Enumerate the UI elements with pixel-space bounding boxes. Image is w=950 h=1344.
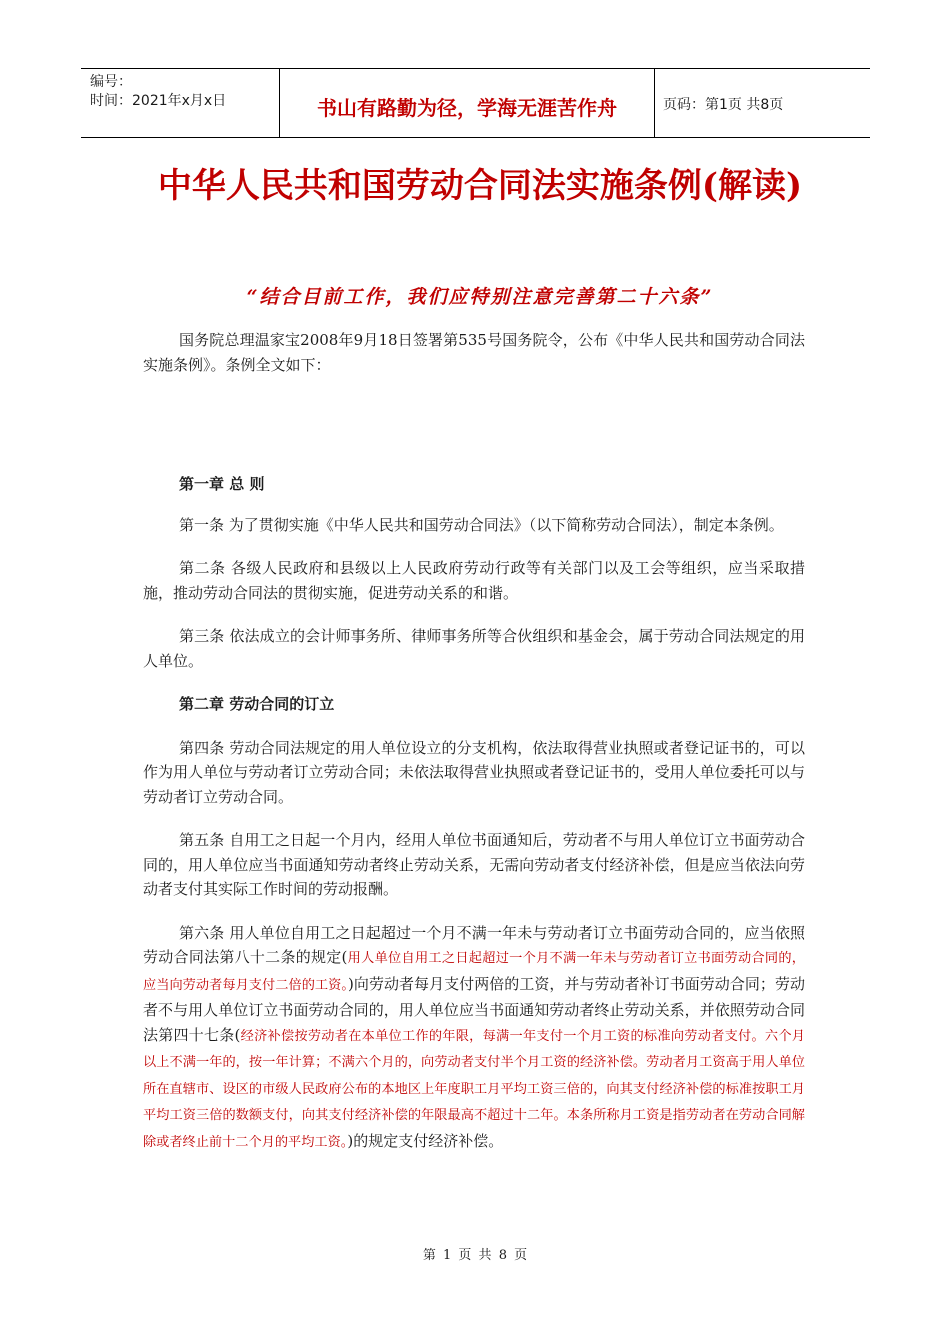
spacer bbox=[143, 377, 805, 472]
article-paragraph bbox=[143, 921, 805, 1156]
header-meta-cell bbox=[81, 69, 279, 137]
document-title: 中华人民共和国劳动合同法实施条例(解读) bbox=[157, 166, 803, 206]
article-paragraph: 第三条 依法成立的会计师事务所、律师事务所等合伙组织和基金会，属于劳动合同法规定的用人单位。 bbox=[143, 627, 805, 670]
page-info: 页码：第1页 共8页 bbox=[663, 97, 784, 113]
chapter-heading: 第一章 总 则 bbox=[179, 475, 265, 493]
header-motto-cell bbox=[279, 69, 655, 137]
chapter-heading: 第二章 劳动合同的订立 bbox=[179, 695, 335, 713]
time-label: 时间：2021年x月x日 bbox=[90, 93, 227, 109]
article-paragraph: 第四条 劳动合同法规定的用人单位设立的分支机构，依法取得营业执照或者登记证书的，可以作为用人单位与劳动者订立劳动合同；未依法取得营业执照或者登记证书的，受用人单位委托可以与劳动者订立劳动合同。 bbox=[143, 738, 805, 806]
header-page-cell bbox=[655, 69, 870, 137]
document-subtitle: “结合目前工作，我们应特别注意完善第二十六条” bbox=[246, 286, 714, 308]
article-text: )向劳动者每月支付两倍的工资，并与劳动者补订书面劳动合同；劳动者不与用人单位订立书面劳动合同的，用人单位应当书面通知劳动者终止劳动关系，并依照劳动合同法第四十七条( bbox=[143, 974, 806, 1044]
article-text: )的规定支付经济补偿。 bbox=[347, 1131, 504, 1150]
law-note: 经济补偿按劳动者在本单位工作的年限，每满一年支付一个月工资的标准向劳动者支付。六个月以上不满一年的，按一年计算；不满六个月的，向劳动者支付半个月工资的经济补偿。劳动者月工资高于用人单位所在直辖市、设区的市级人民政府公布的本地区上年度职工月平均工资三倍的，向其支付经济补偿的标准按职工月平均工资三倍的数额支付，向其支付经济补偿的年限最高不超过十二年。本条所称月工资是指劳动者在劳动合同解除或者终止前十二个月的平均工资。 bbox=[143, 1028, 805, 1150]
header-table bbox=[81, 68, 870, 138]
article-paragraph: 第五条 自用工之日起一个月内，经用人单位书面通知后，劳动者不与用人单位订立书面劳动合同的，用人单位应当书面通知劳动者终止劳动关系，无需向劳动者支付经济补偿，但是应当依法向劳动者支付其实际工作时间的劳动报酬。 bbox=[143, 831, 805, 898]
number-label: 编号： bbox=[90, 74, 132, 90]
article-paragraph: 第二条 各级人民政府和县级以上人民政府劳动行政等有关部门以及工会等组织，应当采取措施，推动劳动合同法的贯彻实施，促进劳动关系的和谐。 bbox=[143, 559, 805, 602]
page-footer: 第 1 页 共 8 页 bbox=[422, 1248, 528, 1263]
law-note: 用人单位自用工之日起超过一个月不满一年未与劳动者订立书面劳动合同的，应当向劳动者每月支付二倍的工资。 bbox=[143, 951, 805, 993]
intro-paragraph: 国务院总理温家宝2008年9月18日签署第535号国务院令，公布《中华人民共和国劳动合同法实施条例》。条例全文如下： bbox=[143, 331, 805, 374]
document-body bbox=[143, 328, 805, 1155]
motto-text: 书山有路勤为径，学海无涯苦作舟 bbox=[317, 95, 617, 120]
article-text: 第六条 用人单位自用工之日起超过一个月不满一年未与劳动者订立书面劳动合同的，应当依照劳动合同法第八十二条的规定( bbox=[143, 923, 805, 966]
article-paragraph: 第一条 为了贯彻实施《中华人民共和国劳动合同法》（以下简称劳动合同法），制定本条例。 bbox=[179, 515, 784, 534]
